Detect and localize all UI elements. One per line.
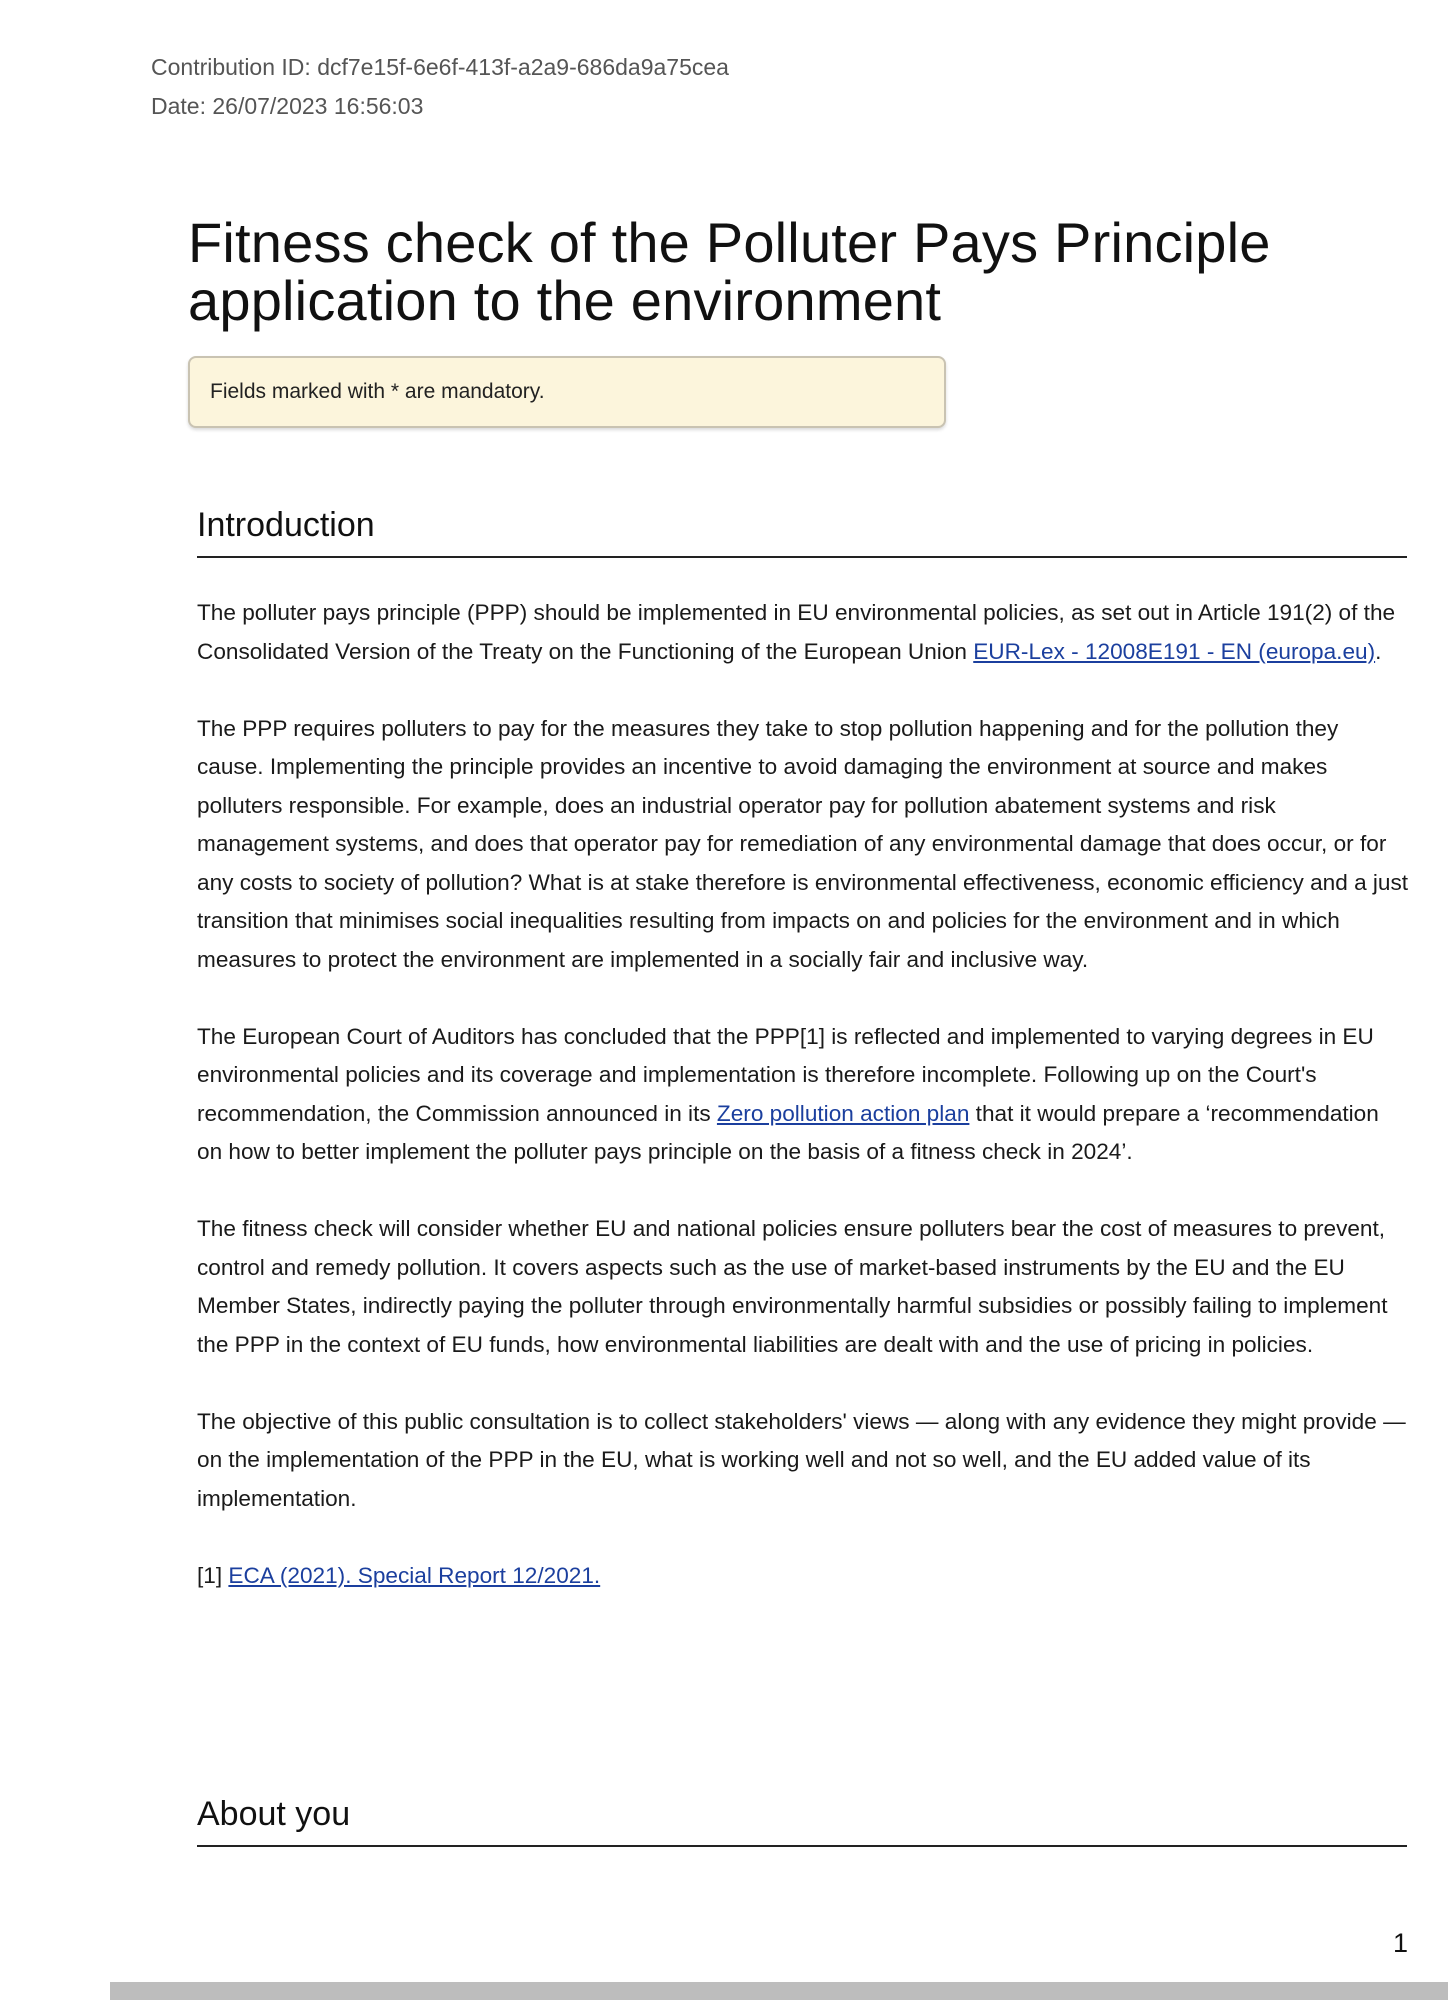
intro-paragraph-1-end: . (1375, 638, 1382, 664)
submission-meta (151, 48, 729, 126)
about-you-heading: About you (197, 1794, 1407, 1847)
introduction-section (197, 505, 1407, 558)
intro-paragraph-3 (197, 1018, 1409, 1172)
intro-paragraph-5: The objective of this public consultation is to collect stakeholders' views — along with any evidence they might provide — on the implementation of the PPP in the EU, what is working well and not so well, and the EU added value of its implementation. (197, 1408, 1406, 1511)
intro-paragraph-1 (197, 594, 1409, 671)
intro-paragraph-3-text: The European Court of Auditors has concluded that the PPP[1] is reflected and implemented to varying degrees in EU environmental policies and its coverage and implementation is therefore incomplete. Following up on the Court's recommendation, the Commission announced in its (197, 1023, 1374, 1126)
contribution-id: Contribution ID: dcf7e15f-6e6f-413f-a2a9-686da9a75cea (151, 54, 729, 80)
submission-date: Date: 26/07/2023 16:56:03 (151, 93, 424, 119)
about-you-section (197, 1794, 1407, 1847)
mandatory-notice-text: Fields marked with * are mandatory. (210, 380, 545, 403)
intro-paragraph-2: The PPP requires polluters to pay for the measures they take to stop pollution happening and for the pollution they cause. Implementing the principle provides an incentive to avoid damaging the environment at source and makes polluters responsible. For example, does an industrial operator pay for pollution abatement systems and risk management systems, and does that operator pay for remediation of any environmental damage that does occur, or for any costs to society of pollution? What is at stake therefore is environmental effectiveness, economic efficiency and a just transition that minimises social inequalities resulting from impacts on and policies for the environment and in which measures to protect the environment are implemented in a socially fair and inclusive way. (197, 715, 1409, 972)
zero-pollution-plan-link[interactable]: Zero pollution action plan (716, 1100, 970, 1126)
page-title: Fitness check of the Polluter Pays Principle application to the environment (188, 211, 1271, 332)
mandatory-notice (188, 356, 946, 428)
introduction-heading: Introduction (197, 505, 1407, 558)
footnote-marker: [1] (197, 1562, 229, 1588)
intro-paragraph-3-end: that it would prepare a ‘recommendation on how to better implement the polluter pays principle on the basis of a fitness check in 2024’. (197, 1100, 1379, 1164)
footnote (197, 1557, 1409, 1596)
eur-lex-link[interactable]: EUR-Lex - 12008E191 - EN (europa.eu) (973, 638, 1376, 664)
introduction-body (197, 594, 1409, 1634)
intro-paragraph-1-text: The polluter pays principle (PPP) should be implemented in EU environmental policies, as set out in Article 191(2) of the Consolidated Version of the Treaty on the Functioning of the European Union (197, 600, 1396, 664)
intro-paragraph-4: The fitness check will consider whether EU and national policies ensure polluters bear the cost of measures to prevent, control and remedy pollution. It covers aspects such as the use of market-based instruments by the EU and the EU Member States, indirectly paying the polluter through environmentally harmful subsidies or possibly failing to implement the PPP in the context of EU funds, how environmental liabilities are dealt with and the use of pricing in policies. (197, 1216, 1388, 1357)
page-number: 1 (1393, 1928, 1409, 1958)
bottom-taskbar-strip (110, 1982, 1448, 2000)
eca-report-link[interactable]: ECA (2021). Special Report 12/2021. (228, 1562, 601, 1588)
